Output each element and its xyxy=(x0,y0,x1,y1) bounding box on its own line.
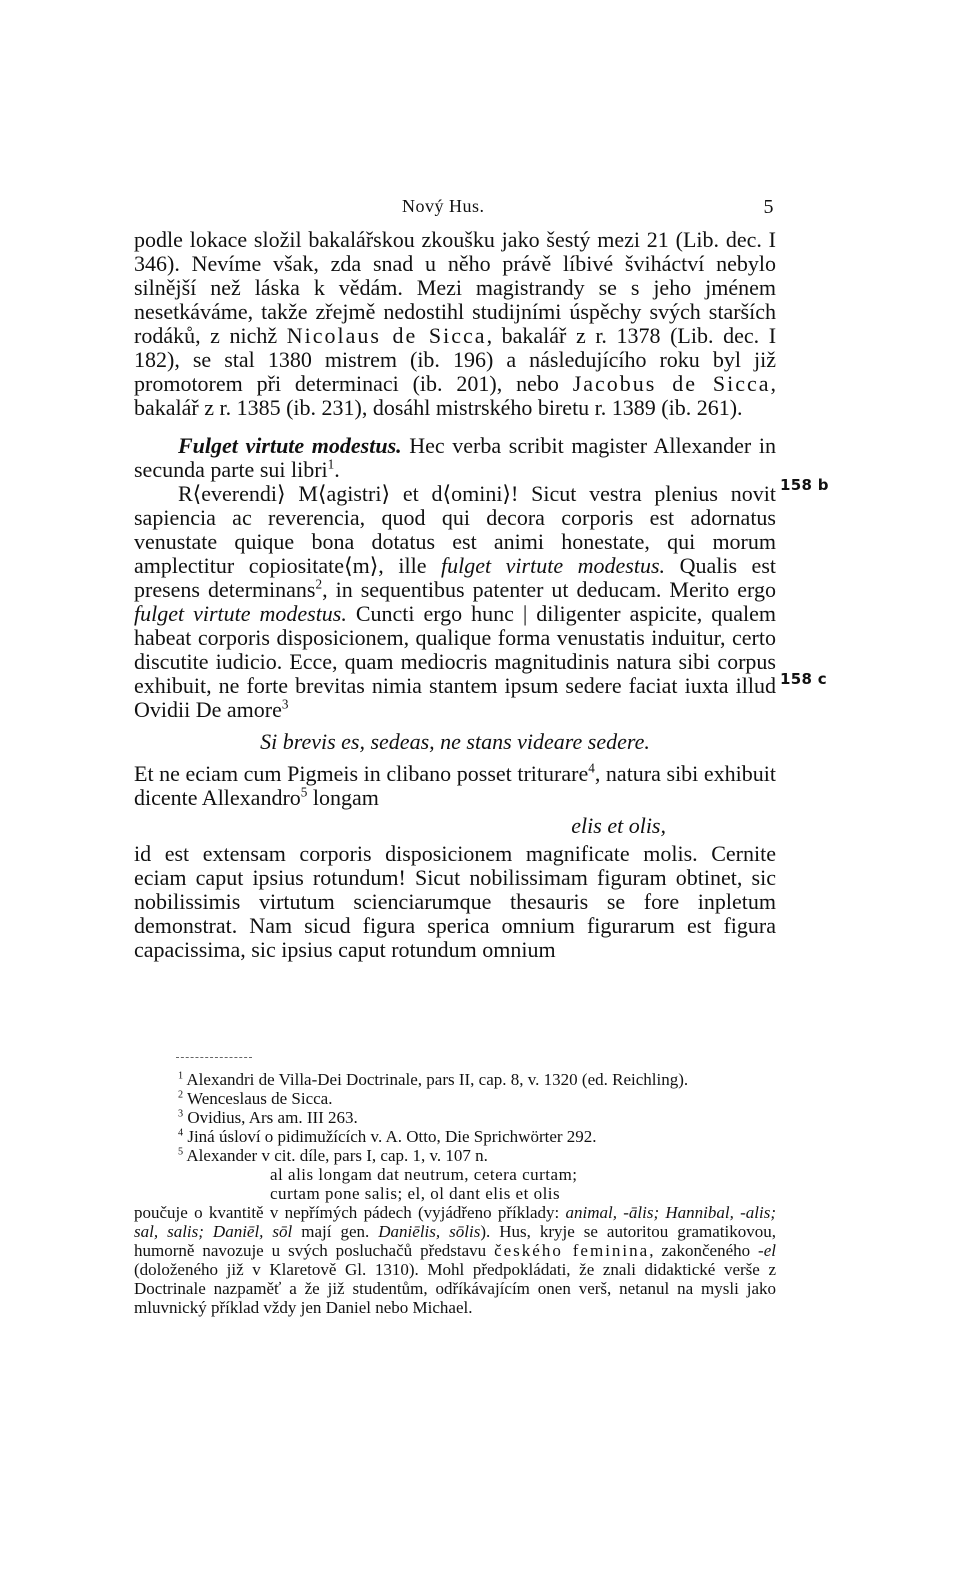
footnote-rule xyxy=(176,1057,252,1058)
name-spaced: Jacobus de Sicca xyxy=(572,371,771,396)
footnote-4: $^4$ Jiná úsloví o pidimužících v. A. Otto, Die Sprichwörter 292. xyxy=(178,1127,597,1146)
paragraph-2: Fulget virtute modestus. Hec verba scribit magister Allexander in secunda parte sui libri$^1$. xyxy=(134,433,776,482)
footnote-2: $^2$ Wenceslaus de Sicca. xyxy=(178,1089,333,1108)
doctrinale-verse-2: curtam pone salis; el, ol dant elis et olis xyxy=(270,1184,561,1203)
footnote-ref: 5 xyxy=(300,784,308,800)
main-text xyxy=(134,228,776,962)
footnote-ref: 2 xyxy=(315,576,323,592)
paragraph-5: id est extensam corporis disposicionem magnificate molis. Cernite eciam caput ipsius rotundum! Sicut nobilissimam figuram obtinet, sic nobilissimis virtutum scienciarumque thesauris se fore inpletum demonstrat. Nam sicud figura sperica omnium figurarum est figura capacissima, sic ipsius caput rotundum omnium xyxy=(134,841,776,962)
footnote-ref: 3 xyxy=(281,696,289,712)
running-title: Nový Hus. xyxy=(402,196,485,216)
thema-heading: Fulget virtute modestus. xyxy=(178,433,402,458)
margin-folio-158b: 158 b xyxy=(780,476,829,494)
footnote-1: $^1$ Alexandri de Villa-Dei Doctrinale, pars II, cap. 8, v. 1320 (ed. Reichling). xyxy=(178,1070,689,1089)
elis-olis-line: elis et olis, xyxy=(571,813,666,838)
paragraph-3: R⟨everendi⟩ M⟨agistri⟩ et d⟨omini⟩! Sicut vestra plenius novit sapiencia ac reverencia, quod qui decora corporis est adornatus venustate quique bona dotatus est animi honestate, qui morum amplectitur copiositate⟨m⟩, ille fulget virtute modestus. Qualis est presens determinans$^2$, in sequentibus patenter ut deducam. Merito ergo fulget virtute modestus. Cuncti ergo hunc | diligenter aspicite, qualem habeat corporis disposicionem, qualique forma venustatis induitur, certo discutite iudicio. Ecce, quam mediocris magnitudinis natura sibi corpus exhibuit, ne forte brevitas nimia stantem ipsum sedere faciat iuxta illud Ovidii De amore$^3$ xyxy=(134,481,776,722)
footnote-5-continuation: poučuje o kvantitě v nepřímých pádech (vyjádřeno příklady: animal, -ālis; Hannibal, -alis; sal, salis; Daniēl, sōl mají gen. Daniēlis, sōlis). Hus, kryje se autoritou gramatikovou, humorně navozuje u svých posluchačů představu českého feminina, zakončeného -el (doloženého již v Klaretově Gl. 1310). Mohl předpokládati, že znali didaktické verše z Doctrinale nazpaměť a že již studentům, odříkávajícím onen verš, netanul na mysli jako mluvnický příklad vždy jen Daniel nebo Michael. xyxy=(134,1203,777,1317)
footnote-ref: 4 xyxy=(588,760,595,776)
name-spaced: Nicolaus de Sicca xyxy=(286,323,487,348)
margin-folio-158c: 158 c xyxy=(780,670,827,688)
paragraph-4: Et ne eciam cum Pigmeis in clibano posset triturare$^4$, natura sibi exhibuit dicente Allexandro$^5$ longam xyxy=(134,760,777,810)
footnote-5: $^5$ Alexander v cit. díle, pars I, cap. 1, v. 107 n. xyxy=(178,1146,488,1165)
doctrinale-verse-1: al alis longam dat neutrum, cetera curtam; xyxy=(270,1165,578,1184)
footnote-ref: 1 xyxy=(327,456,335,472)
footnotes xyxy=(134,1070,776,1317)
ovid-verse: Si brevis es, sedeas, ne stans videare sedere. xyxy=(260,729,650,754)
page-number: 5 xyxy=(763,196,774,218)
footnote-3: $^3$ Ovidius, Ars am. III 263. xyxy=(178,1108,358,1127)
paragraph-1: podle lokace složil bakalářskou zkoušku jako šestý mezi 21 (Lib. dec. I 346). Nevíme však, zda snad u něho právě líbivé šviháctví nebylo silnější než láska k vědám. Mezi magistrandy se s jeho jménem nesetkáváme, takže zřejmě nedostihl studijními úspěchy svých starších rodáků, z nichž Nicolaus de Sicca, bakalář z r. 1378 (Lib. dec. I 182), se stal 1380 mistrem (ib. 196) a následujícího roku byl již promotorem při determinaci (ib. 201), nebo Jacobus de Sicca, bakalář z r. 1385 (ib. 231), dosáhl mistrského biretu r. 1389 (ib. 261). xyxy=(134,227,777,420)
